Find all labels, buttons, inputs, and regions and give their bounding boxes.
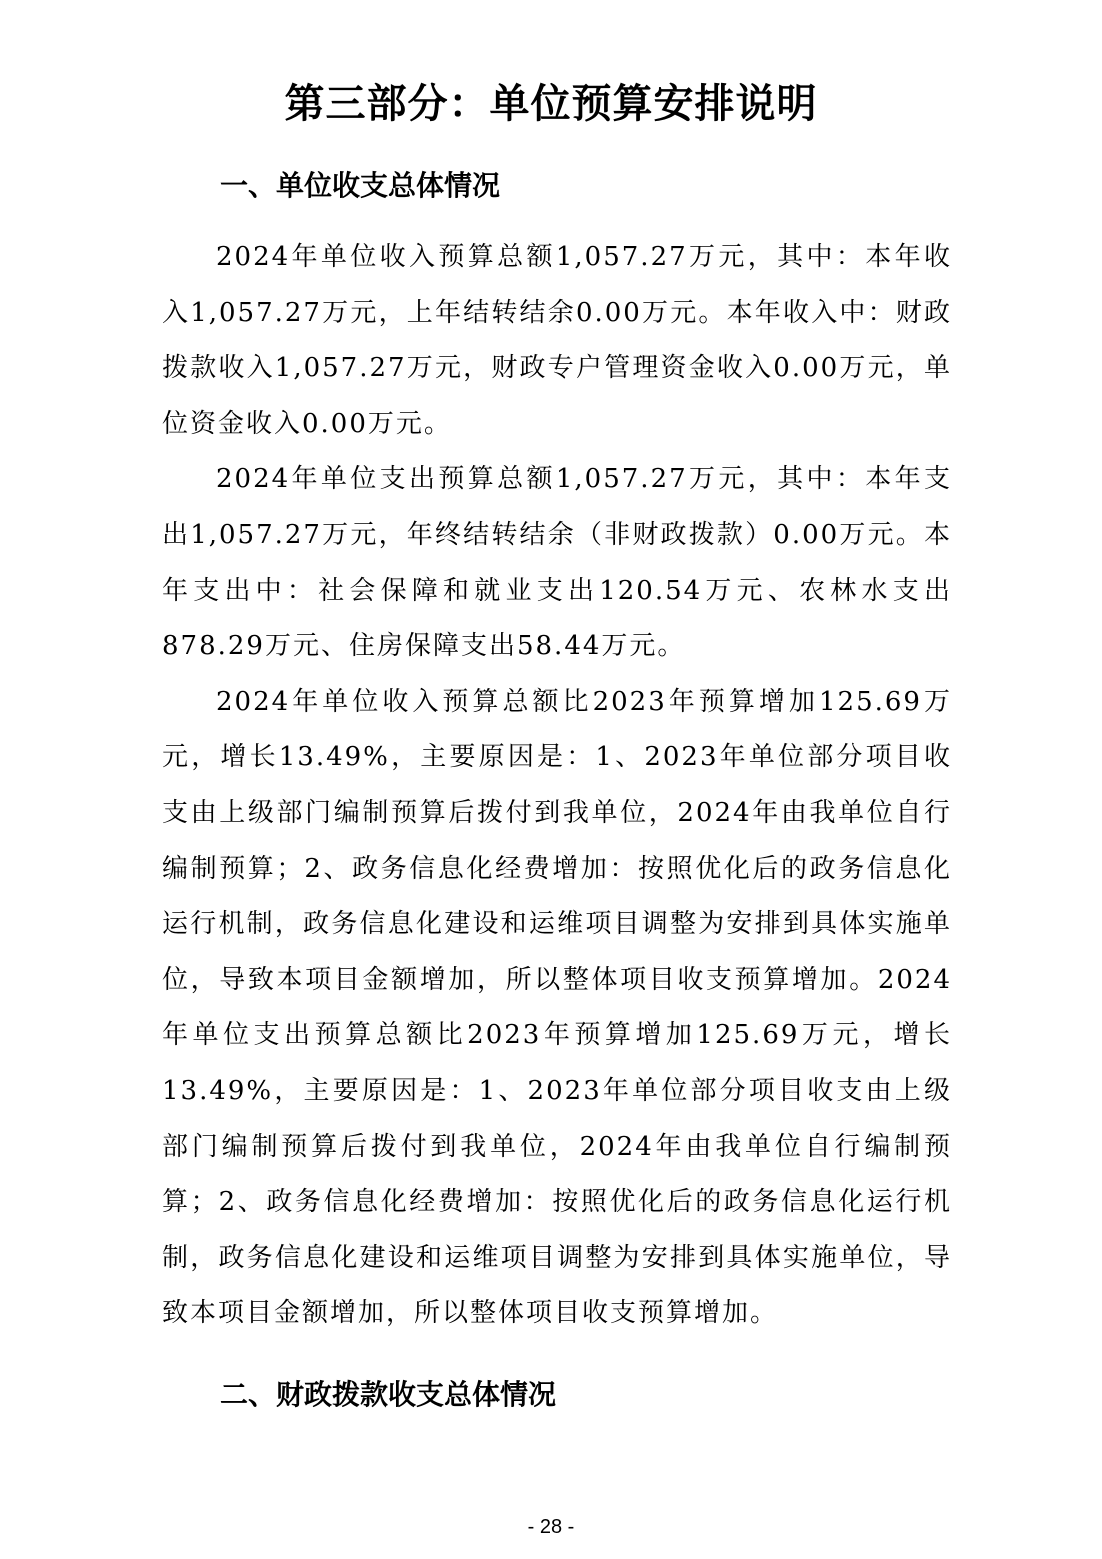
page-number: - 28 - xyxy=(527,1516,575,1538)
paragraph-expenditure: 2024年单位支出预算总额1,057.27万元，其中：本年支出1,057.27万元，年终结转结余（非财政拨款）0.00万元。本年支出中：社会保障和就业支出120.54万元、农林水支出878.29万元、住房保障支出58.44万元。 xyxy=(162,464,952,662)
section-heading-2: 二、财政拨款收支总体情况 xyxy=(220,1378,557,1411)
paragraph-comparison: 2024年单位收入预算总额比2023年预算增加125.69万元，增长13.49%，主要原因是：1、2023年单位部分项目收支由上级部门编制预算后拨付到我单位，2024年由我单位自行编制预算；2、政务信息化经费增加：按照优化后的政务信息化运行机制，政务信息化建设和运维项目调整为安排到具体实施单位，导致本项目金额增加，所以整体项目收支预算增加。2024年单位支出预算总额比2023年预算增加125.69万元，增长13.49%，主要原因是：1、2023年单位部分项目收支由上级部门编制预算后拨付到我单位，2024年由我单位自行编制预算；2、政务信息化经费增加：按照优化后的政务信息化运行机制，政务信息化建设和运维项目调整为安排到具体实施单位，导致本项目金额增加，所以整体项目收支预算增加。 xyxy=(162,686,952,1329)
section-1-body xyxy=(162,230,952,1342)
page-title: 第三部分：单位预算安排说明 xyxy=(284,81,818,127)
paragraph-income: 2024年单位收入预算总额1,057.27万元，其中：本年收入1,057.27万元，上年结转结余0.00万元。本年收入中：财政拨款收入1,057.27万元，财政专户管理资金收入0.00万元，单位资金收入0.00万元。 xyxy=(162,242,952,439)
section-heading-1: 一、单位收支总体情况 xyxy=(220,169,501,202)
